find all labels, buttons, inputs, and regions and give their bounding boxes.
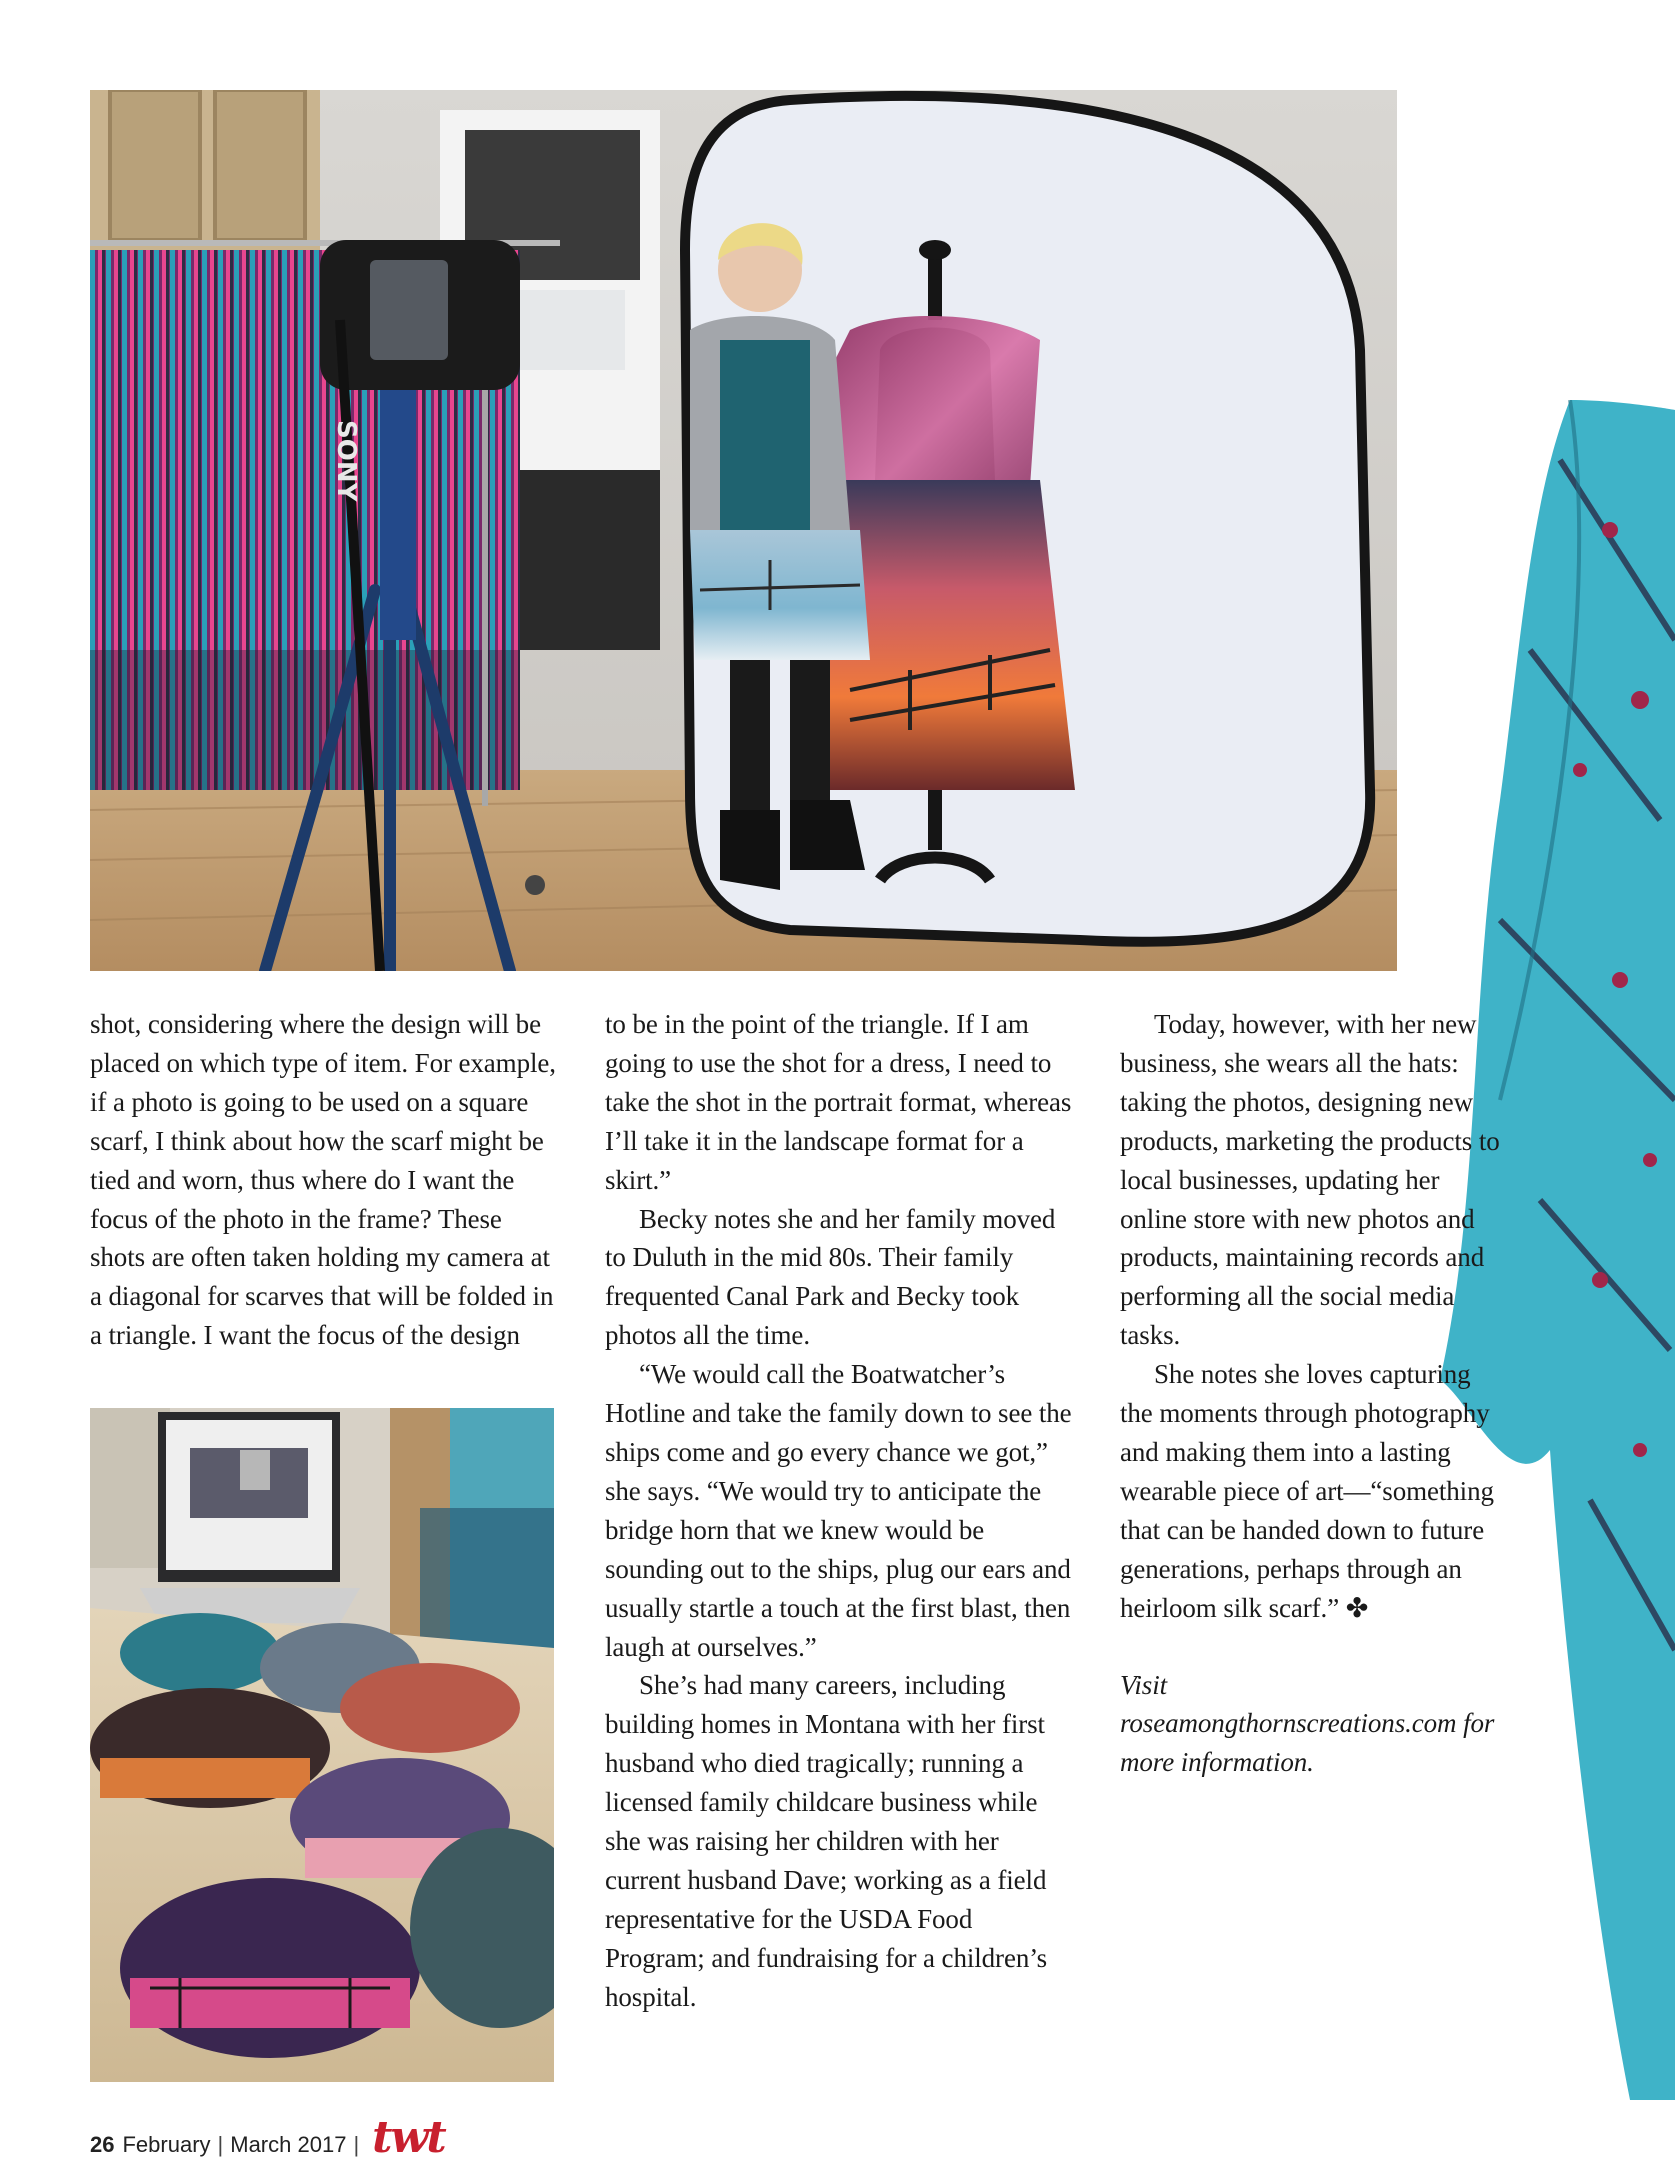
article-column-3 [1120, 1005, 1500, 1782]
camera-strap-brand: SONY [331, 420, 361, 502]
paragraph: shot, considering where the design will be placed on which type of item. For example, if a photo is going to be used on a square scarf, I think about how the scarf might be tied and worn, thus where do I want the focus of the photo in the frame? These shots are often taken holding my camera at a diagonal for scarves that will be folded in a triangle. I want the focus of the design [90, 1009, 556, 1351]
paragraph: Becky notes she and her family moved to Duluth in the mid 80s. Their family frequented Canal Park and Becky took photos all the time. [605, 1203, 1056, 1351]
issue-date: March 2017 [230, 2132, 347, 2157]
paragraph: She notes she loves capturing the moments through photography and making them into a lasting wearable piece of art—“something that can be handed down to future generations, perhaps through an heirloom silk scarf.” ✤ [1120, 1359, 1494, 1623]
page-number: 26 [90, 2132, 115, 2157]
photo-studio-mannequin [90, 90, 1397, 971]
issue-month: February [122, 2132, 211, 2157]
photo-hats-laptop [90, 1408, 554, 2082]
photo-studio-illustration [90, 90, 1397, 971]
article-column-2 [605, 1005, 1075, 2017]
footer-separator: | [217, 2132, 224, 2157]
paragraph: She’s had many careers, including building homes in Montana with her first husband who died tragically; running a licensed family childcare business while she was raising her children with her current husband Dave; working as a field representative for the USDA Food Program; and fundraising for a children’s hospital. [605, 1670, 1048, 2012]
page-footer [90, 2111, 445, 2165]
website-credit: Visit roseamongthornscreations.com for more information. [1120, 1669, 1495, 1778]
footer-separator: | [353, 2132, 360, 2157]
paragraph: “We would call the Boatwatcher’s Hotline and take the family down to see the ships come and go every chance we got,” she says. “We would try to anticipate the bridge horn that we knew would be sounding out to the ships, plug our ears and usually startle a touch at the first blast, then laugh at ourselves.” [605, 1359, 1072, 1662]
article-column-1 [90, 1005, 560, 1355]
paragraph: Today, however, with her new business, she wears all the hats: taking the photos, designing new products, marketing the products to local businesses, updating her online store with new photos and products, maintaining records and performing all the social media tasks. [1120, 1009, 1500, 1351]
photo-hats-illustration [90, 1408, 554, 2082]
magazine-logo: twt [372, 2111, 445, 2163]
paragraph: to be in the point of the triangle. If I am going to use the shot for a dress, I need to take the shot in the portrait format, whereas I’ll take it in the landscape format for a skirt.” [605, 1009, 1072, 1195]
